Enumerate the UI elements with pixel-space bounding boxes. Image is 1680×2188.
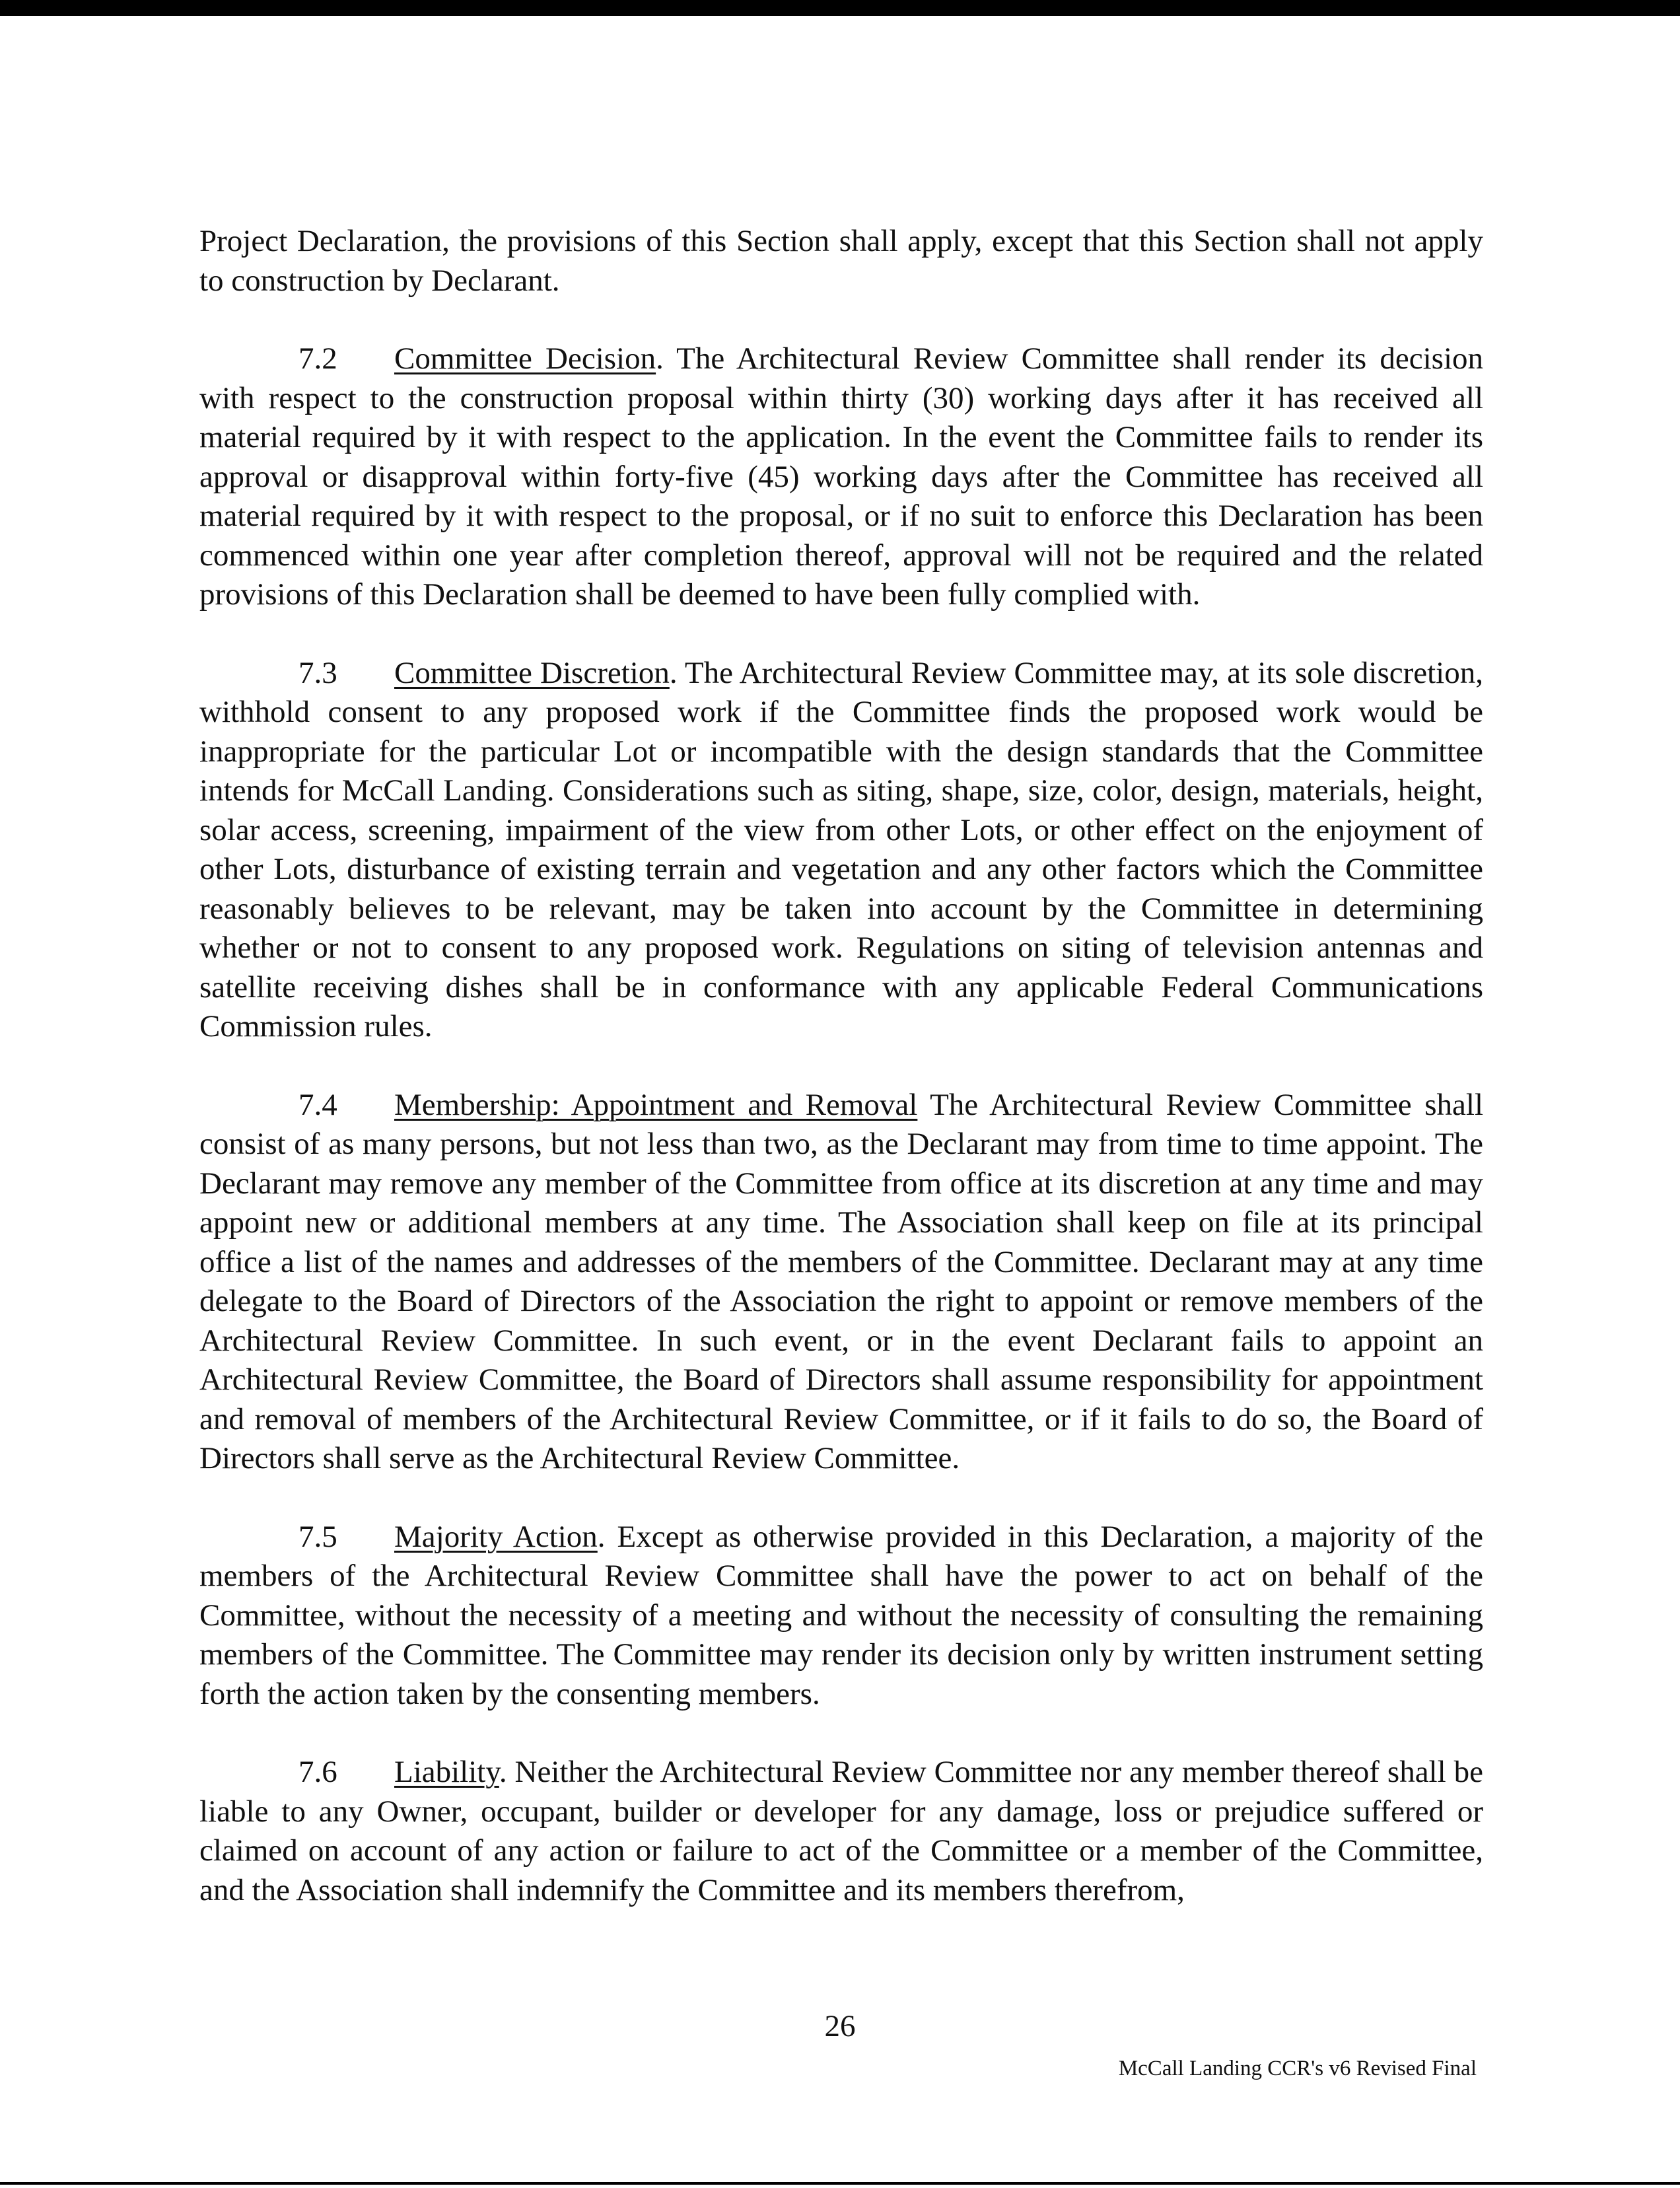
scan-bottom-border: [0, 2182, 1680, 2185]
section-heading: Majority Action: [394, 1519, 598, 1554]
section-body: The Architectural Review Committee may, at its sole discretion, withhold consent to any proposed work if the Committee finds the proposed work would be inappropriate for the particular Lot or incompatible with the design standards that the Committee intends for McCall Landing. Considerations such as siting, shape, size, color, design, materials, height, solar access, screening, impairment of the view from other Lots, or other effect on the enjoyment of other Lots, disturbance of existing terrain and vegetation and any other factors which the Committee reasonably believes to be relevant, may be taken into account by the Committee in determining whether or not to consent to any proposed work. Regulations on siting of television antennas and satellite receiving dishes shall be in conformance with any applicable Federal Communications Commission rules.: [199, 655, 1483, 1043]
page-number: 26: [824, 2009, 856, 2043]
section-7-5: [199, 1518, 1483, 1714]
section-body: The Architectural Review Committee shall render its decision with respect to the construction proposal within thirty (30) working days after it has received all material required by it with respect to the application. In the event the Committee fails to render its approval or disapproval within forty-five (45) working days after the Committee has received all material required by it with respect to the proposal, or if no suit to enforce this Declaration has been commenced within one year after completion thereof, approval will not be required and the related provisions of this Declaration shall be deemed to have been fully complied with.: [199, 341, 1483, 612]
section-number: 7.4: [298, 1087, 337, 1122]
heading-punctuation: .: [597, 1519, 606, 1554]
section-body: The Architectural Review Committee shall consist of as many persons, but not less than two, as the Declarant may from time to time appoint. The Declarant may remove any member of the Committee from office at its discretion at any time and may appoint new or additional members at any time. The Association shall keep on file at its principal office a list of the names and addresses of the members of the Committee. Declarant may at any time delegate to the Board of Directors of the Association the right to appoint or remove members of the Architectural Review Committee. In such event, or in the event Declarant fails to appoint an Architectural Review Committee, the Board of Directors shall assume responsibility for appointment and removal of members of the Architectural Review Committee, or if it fails to do so, the Board of Directors shall serve as the Architectural Review Committee.: [199, 1087, 1483, 1475]
intro-paragraph: Project Declaration, the provisions of this Section shall apply, except that this Section shall not apply to construction by Declarant.: [199, 224, 1483, 298]
section-7-3: [199, 654, 1483, 1047]
heading-punctuation: .: [669, 655, 678, 690]
section-heading: Membership: Appointment and Removal: [394, 1087, 918, 1122]
heading-punctuation: .: [499, 1755, 507, 1789]
section-heading: Liability: [394, 1755, 499, 1789]
section-number: 7.6: [298, 1755, 337, 1789]
section-body: Except as otherwise provided in this Declaration, a majority of the members of the Architectural Review Committee shall have the power to act on behalf of the Committee, without the necessity of a meeting and without the necessity of consulting the remaining members of the Committee. The Committee may render its decision only by written instrument setting forth the action taken by the consenting members.: [199, 1519, 1483, 1711]
document-body: [199, 222, 1483, 1949]
section-number: 7.5: [298, 1519, 337, 1554]
section-body: Neither the Architectural Review Committee nor any member thereof shall be liable to any Owner, occupant, builder or developer for any damage, loss or prejudice suffered or claimed on account of any action or failure to act of the Committee or a member of the Committee, and the Association shall indemnify the Committee and its members therefrom,: [199, 1755, 1483, 1907]
heading-punctuation: .: [656, 341, 664, 376]
section-heading: Committee Discretion: [394, 655, 670, 690]
footer-document-title: McCall Landing CCR's v6 Revised Final: [1118, 2057, 1477, 2080]
section-7-2: [199, 339, 1483, 615]
section-7-4: [199, 1086, 1483, 1479]
section-7-6: [199, 1753, 1483, 1910]
section-number: 7.3: [298, 655, 337, 690]
section-heading: Committee Decision: [394, 341, 656, 376]
section-number: 7.2: [298, 341, 337, 376]
scan-top-border: [0, 0, 1680, 16]
